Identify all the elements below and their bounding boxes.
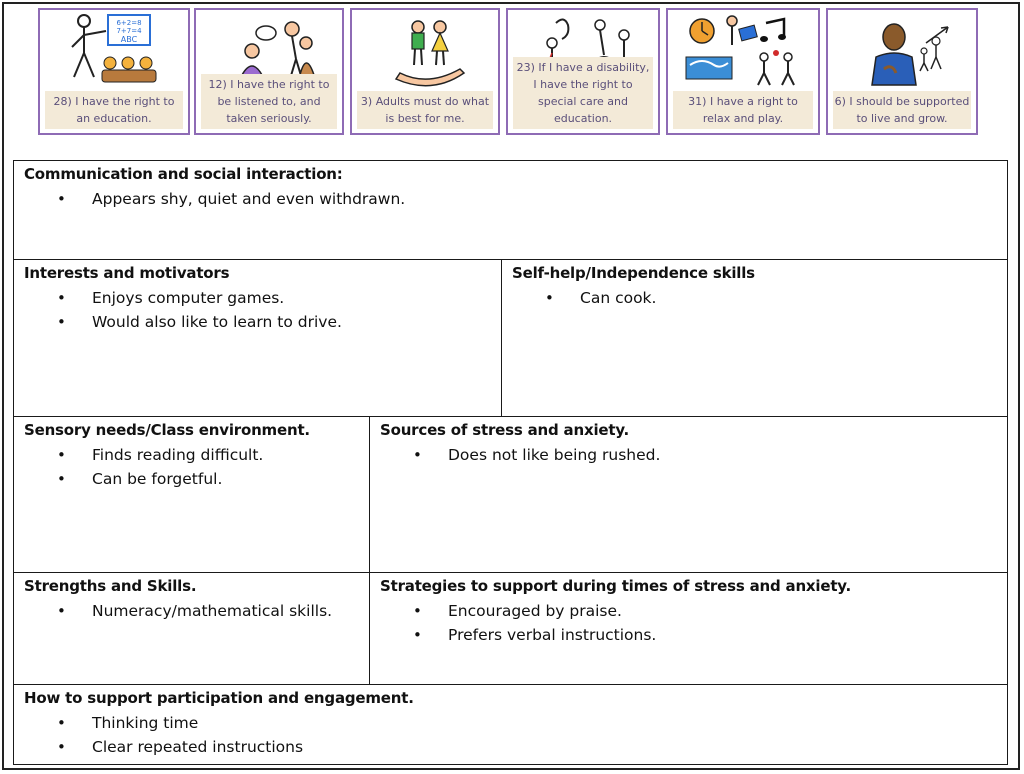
section-interests	[24, 263, 494, 334]
rights-card-education	[38, 8, 190, 135]
section-participation	[24, 688, 984, 759]
card-caption: 6) I should be supported to live and grow.	[833, 91, 971, 129]
rights-card-disability	[506, 8, 660, 135]
adult-with-growth-arrow-icon	[832, 13, 972, 89]
row-divider	[13, 572, 1008, 573]
section-list	[24, 599, 364, 623]
section-stress	[380, 420, 990, 467]
section-heading: Communication and social interaction:	[24, 165, 343, 183]
section-list	[24, 286, 494, 334]
section-list	[380, 599, 1000, 647]
board-line-1: 6+2=8	[116, 19, 142, 27]
list-item: • Would also like to learn to drive.	[24, 310, 494, 334]
section-list	[24, 711, 984, 759]
table-border-top	[13, 160, 1008, 161]
column-divider	[369, 416, 370, 685]
list-item: • Enjoys computer games.	[24, 286, 494, 310]
rights-card-listened-to	[194, 8, 344, 135]
card-caption: 28) I have the right to an education.	[45, 91, 183, 129]
row-divider	[13, 684, 1008, 685]
section-heading: Strengths and Skills.	[24, 577, 197, 595]
section-list	[380, 443, 990, 467]
section-list	[24, 187, 984, 211]
list-item: • Thinking time	[24, 711, 984, 735]
section-heading: How to support participation and engagement.	[24, 689, 414, 707]
section-strategies	[380, 576, 1000, 647]
list-item: • Numeracy/mathematical skills.	[24, 599, 364, 623]
rights-card-best-for-me	[350, 8, 500, 135]
hand-holding-children-icon	[356, 13, 494, 93]
row-divider	[13, 259, 1008, 260]
section-heading: Self-help/Independence skills	[512, 264, 755, 282]
section-communication	[24, 164, 984, 211]
list-item: • Appears shy, quiet and even withdrawn.	[24, 187, 984, 211]
section-strengths	[24, 576, 364, 623]
card-caption: 23) If I have a disability, I have the right to special care and education.	[513, 57, 653, 129]
board-line-2: 7+7=4	[116, 27, 142, 35]
teacher-board-icon	[44, 13, 184, 91]
table-border-left	[13, 160, 14, 765]
card-caption: 12) I have the right to be listened to, and taken seriously.	[201, 74, 337, 129]
section-heading: Interests and motivators	[24, 264, 230, 282]
section-list	[24, 443, 364, 491]
rights-card-live-grow	[826, 8, 978, 135]
section-heading: Sources of stress and anxiety.	[380, 421, 630, 439]
table-border-bottom	[13, 764, 1008, 765]
row-divider	[13, 416, 1008, 417]
section-heading: Strategies to support during times of stress and anxiety.	[380, 577, 851, 595]
list-item: • Finds reading difficult.	[24, 443, 364, 467]
section-self-help	[512, 263, 992, 310]
play-activities-icon	[672, 13, 814, 91]
section-list	[512, 286, 992, 310]
rights-card-relax-play	[666, 8, 820, 135]
list-item: • Can be forgetful.	[24, 467, 364, 491]
board-line-3: ABC	[120, 35, 138, 44]
card-caption: 3) Adults must do what is best for me.	[357, 91, 493, 129]
list-item: • Prefers verbal instructions.	[380, 623, 1000, 647]
section-sensory	[24, 420, 364, 491]
list-item: • Can cook.	[512, 286, 992, 310]
column-divider	[501, 259, 502, 417]
table-border-right	[1007, 160, 1008, 765]
card-caption: 31) I have a right to relax and play.	[673, 91, 813, 129]
list-item: • Clear repeated instructions	[24, 735, 984, 759]
section-heading: Sensory needs/Class environment.	[24, 421, 310, 439]
list-item: • Does not like being rushed.	[380, 443, 990, 467]
list-item: • Encouraged by praise.	[380, 599, 1000, 623]
